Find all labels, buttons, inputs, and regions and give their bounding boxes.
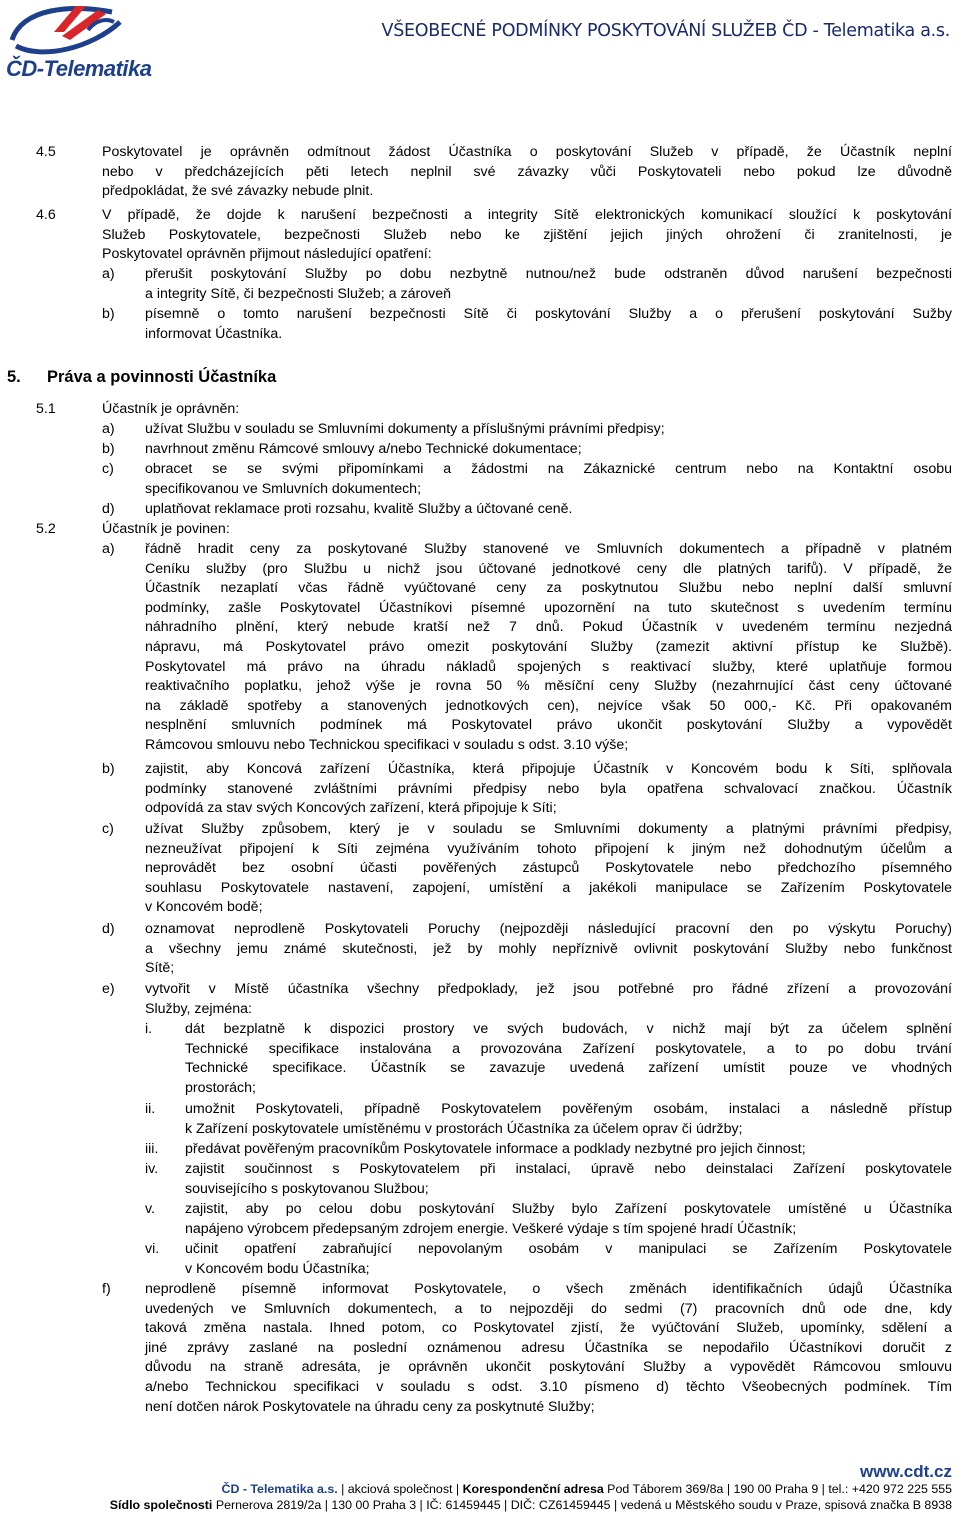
text-line: umožnit Poskytovateli, případně Poskytovatelem pověřeným osobám, instalaci a následně přístup (185, 1101, 952, 1117)
item-label: b) (102, 306, 115, 322)
text-line: Ceníku služby (pro Službu u nichž jsou účtované jednotkové ceny dle platných tarifů). V případě, že (145, 560, 952, 577)
text-line: nebo v předcházejících pěti letech neplnil své závazky vůči Poskytovateli nebo pokud lze důvodně (102, 163, 952, 180)
text-line: zajistit, aby po celou dobu poskytování Služby bylo Zařízení poskytovatele umístěné u Účastníka (185, 1201, 952, 1217)
item-text (145, 1280, 952, 1417)
item-label: iii. (145, 1141, 159, 1157)
text-line: předpokládat, že své závazky nebude plnit. (102, 183, 374, 200)
text-line: Služeb Poskytovatele, bezpečnosti Služeb nebo ke zjištění jejich jiných ohrožení či zranitelnosti, je (102, 226, 952, 243)
logo-text: ČD-Telematika (6, 56, 152, 81)
text-line: užívat Službu v souladu se Smluvními dokumenty a příslušnými právními předpisy; (145, 421, 665, 437)
text-line: zajistit, aby Koncová zařízení Účastníka, která připojuje Účastník v Koncovém bodu k Síti, splňovala (145, 761, 952, 777)
text-line: nezneužívat připojení k Síti zejména využíváním tohoto připojení k jiným než dohodnutým účelům a (145, 840, 952, 857)
text-line: neprovádět bez osobní účasti pověřených zástupců Poskytovatele nebo předchozího písemného (145, 860, 952, 877)
text-line: uplatňovat reklamace proti rozsahu, kvalitě Služby a účtované ceně. (145, 501, 573, 517)
item-label: v. (145, 1201, 155, 1217)
text-line: předávat pověřeným pracovníkům Poskytovatele informace a podklady nezbytné pro jejich činnost; (185, 1141, 806, 1157)
text-line: informovat Účastníka. (145, 325, 283, 342)
text-line: odpovídá za stav svých Koncových zařízení, která připojuje k Síti; (145, 800, 557, 817)
footer-seat-label: Sídlo společnosti (109, 1498, 213, 1512)
text-line: jiné zprávy zaslané na poslední oznámenou adresu Účastníka se nepodařilo Účastníkovi doručit z (145, 1339, 952, 1356)
footer-company-type: akciová společnost (347, 1482, 456, 1496)
footer-ic: IČ: 61459445 (422, 1498, 505, 1512)
text-line: náhradního plnění, který nebude kratší než 7 dnů. Pokud Účastník v uvedeném termínu nezjedná (145, 619, 952, 636)
footer-corr-city: 190 00 Praha 9 (730, 1482, 822, 1496)
section-number: 5. (7, 368, 21, 386)
item-label: c) (102, 461, 114, 477)
text-line: Sítě; (145, 960, 175, 977)
text-line: není dotčen nárok Poskytovatele na úhradu ceny za poskytnuté Služby; (145, 1398, 595, 1415)
item-text (145, 820, 952, 918)
clause-number: 5.2 (36, 521, 56, 537)
item-label: d) (102, 921, 115, 937)
text-line: k Zařízení poskytovatele umístěnému v prostorách Účastníka za účelem oprav či údržby; (185, 1120, 743, 1137)
item-label: a) (102, 541, 115, 557)
company-logo (2, 2, 152, 80)
text-line: obracet se se svými připomínkami a žádostmi na Zákaznické centrum nebo na Kontaktní osobu (145, 461, 952, 477)
text-line: souhlasu Poskytovatele nastavení, zapojení, umístění a jakékoli manipulace se Zařízením Poskytovatele (145, 879, 952, 896)
item-text (145, 760, 952, 819)
item-label: f) (102, 1281, 111, 1297)
footer-seat-city: 130 00 Praha 3 (327, 1498, 420, 1512)
page-header (0, 0, 960, 80)
text-line: navrhnout změnu Rámcové smlouvy a/nebo Technické dokumentace; (145, 441, 582, 457)
item-text (185, 1200, 952, 1239)
text-line: souvisejícího s poskytovanou Službou; (185, 1180, 429, 1197)
website-link[interactable]: www.cdt.cz (860, 1462, 952, 1481)
text-line: Poskytovatel má právo na úhradu nákladů spojených s reaktivací služby, které uplatňuje formou (145, 658, 952, 675)
item-text (145, 500, 952, 520)
text-line: na základě spotřeby a stanovených jednotkových cen), nejvíce však 50 000,- Kč. Při opakovaném (145, 697, 952, 714)
text-line: prostorách; (185, 1079, 256, 1096)
text-line: Účastník je povinen: (102, 521, 230, 537)
clause-text (102, 520, 952, 540)
item-text (185, 1160, 952, 1199)
item-text (145, 460, 952, 499)
text-line: v Koncovém bodu Účastníka; (185, 1260, 370, 1277)
text-line: dát bezplatně k dispozici prostory ve svých budovách, v nichž mají být za účelem splnění (185, 1021, 952, 1037)
item-text (145, 440, 952, 460)
text-line: Technické specifikace. Účastník se zavazuje uvedená zařízení umístit pouze ve vhodných (185, 1060, 952, 1077)
item-text (185, 1100, 952, 1139)
logo-mark-icon (2, 2, 152, 62)
item-text (145, 540, 952, 756)
item-text (185, 1140, 952, 1160)
item-label: iv. (145, 1161, 159, 1177)
section-title: Práva a povinnosti Účastníka (47, 368, 277, 386)
item-text (185, 1020, 952, 1098)
text-line: napájeno výrobcem předepsaným zdrojem energie. Veškeré výdaje s tím spojené hradí Účastník; (185, 1220, 797, 1237)
clause-text (102, 143, 952, 202)
footer-seat-address: Pernerova 2819/2a (212, 1498, 325, 1512)
text-line: písemně o tomto narušení bezpečnosti Sítě či poskytování Služby a o přerušení poskytování Sužby (145, 306, 952, 322)
item-label: b) (102, 441, 115, 457)
item-text (185, 1240, 952, 1279)
text-line: uvedených ve Smluvních dokumentech, a to nejpozději do sedmi (7) pracovních dnů ode dne, kdy (145, 1300, 952, 1317)
text-line: Služby, zejména: (145, 1000, 252, 1017)
text-line: Účastník je oprávněn: (102, 401, 240, 417)
text-line: oznamovat neprodleně Poskytovateli Poruchy (nejpozději následující pracovní den po výskytu Poruchy) (145, 921, 952, 937)
clause-text (102, 206, 952, 265)
item-label: b) (102, 761, 115, 777)
text-line: nesplnění smluvních podmínek má Poskytovatel právo ukončit poskytování Služby a vypovědět (145, 717, 952, 734)
item-label: vi. (145, 1241, 160, 1257)
item-text (145, 420, 952, 440)
text-line: taková změna nastala. Ihned potom, co Poskytovatel zjistí, že vyúčtování Služeb, upomínky, sdělení a (145, 1320, 952, 1337)
text-line: a/nebo Technickou specifikaci v souladu s odst. 3.10 písmeno d) těchto Všeobecných podmínek. Tím (145, 1378, 952, 1395)
text-line: reaktivačního poplatku, jehož výše je rovna 50 % měsíční ceny Služby (nezahrnující část ceny účtované (145, 678, 952, 695)
text-line: užívat Služby způsobem, který je v souladu se Smluvními dokumenty a platnými právními předpisy, (145, 821, 952, 837)
text-line: důvodu na straně adresáta, je oprávněn ukončit poskytování Služby a vypovědět Rámcovou smlouvu (145, 1359, 952, 1376)
item-text (145, 980, 952, 1019)
text-line: neprodleně písemně informovat Poskytovatele, o všech změnách identifikačních údajů Účastníka (145, 1281, 952, 1297)
text-line: a všechny jemu známé skutečnosti, jež by mohly nepříznivě ovlivnit poskytování Služby nebo funkčnost (145, 940, 952, 957)
clause-number: 4.5 (36, 144, 56, 160)
footer-dic: DIČ: CZ61459445 (507, 1498, 615, 1512)
text-line: Účastník nezaplatí včas řádně vyúčtované ceny za poskytnutou Službu nebo neplní další smluvní (145, 580, 952, 597)
text-line: a integrity Sítě, či bezpečnosti Služeb; a zároveň (145, 285, 451, 302)
text-line: Rámcovou smlouvu nebo Technickou specifikaci v souladu s odst. 3.10 výše; (145, 736, 629, 753)
footer-seat-line: Sídlo společnosti Pernerova 2819/2a | 130 00 Praha 3 | IČ: 61459445 | DIČ: CZ61459445 | vedená u Městského soudu v Praze, spisová značka B 8938 (109, 1498, 952, 1512)
footer-phone: tel.: +420 972 225 555 (824, 1482, 952, 1496)
text-line: přerušit poskytování Služby po dobu nezbytně nutnou/než bude odstraněn důvod narušení bezpečnosti (145, 266, 952, 282)
text-line: Poskytovatel je oprávněn odmítnout žádost Účastníka o poskytování Služeb v případě, že Účastník neplní (102, 144, 952, 160)
clause-text (102, 400, 952, 420)
item-text (145, 920, 952, 979)
footer-corr-label: Korespondenční adresa (462, 1482, 604, 1496)
text-line: specifikovanou ve Smluvních dokumentech; (145, 480, 422, 497)
text-line: v Koncovém bodě; (145, 899, 263, 916)
text-line: podmínky stanovené zvláštními právními předpisy nebo byla opatřena schvalovací značkou. Účastník (145, 780, 952, 797)
item-text (145, 265, 952, 304)
footer-contact-line: ČD - Telematika a.s. | akciová společnost | Korespondenční adresa Pod Táborem 369/8a | 190 00 Praha 9 | tel.: +420 972 225 555 (221, 1482, 952, 1496)
item-text (145, 305, 952, 344)
item-label: i. (145, 1021, 153, 1037)
item-label: c) (102, 821, 114, 837)
item-label: d) (102, 501, 115, 517)
text-line: Technické specifikace instalována a provozována Zařízení poskytovatele, a to po dobu trvání (185, 1040, 952, 1057)
text-line: V případě, že dojde k narušení bezpečnosti a integrity Sítě elektronických komunikací sloužící k poskytování (102, 207, 952, 223)
item-label: a) (102, 266, 115, 282)
footer-corr-address: Pod Táborem 369/8a (603, 1482, 727, 1496)
text-line: podmínky, zašle Poskytovatel Účastníkovi písemné upozornění na tuto skutečnost s uvedením termínu (145, 599, 952, 616)
footer-company: ČD - Telematika a.s. (221, 1482, 338, 1496)
clause-number: 5.1 (36, 401, 56, 417)
text-line: řádně hradit ceny za poskytované Služby stanovené ve Smluvních dokumentech a případně v platném (145, 541, 952, 557)
item-label: ii. (145, 1101, 156, 1117)
clause-number: 4.6 (36, 207, 56, 223)
text-line: zajistit součinnost s Poskytovatelem při instalaci, úpravě nebo deinstalaci Zařízení poskytovatele (185, 1161, 952, 1177)
text-line: učinit opatření zabraňující nepovolaným osobám v manipulaci se Zařízením Poskytovatele (185, 1241, 952, 1257)
document-title: VŠEOBECNÉ PODMÍNKY POSKYTOVÁNÍ SLUŽEB ČD - Telematika a.s. (381, 21, 950, 41)
text-line: vytvořit v Místě účastníka všechny předpoklady, jež jsou potřebné pro řádné zřízení a provozování (145, 981, 952, 997)
item-label: e) (102, 981, 115, 997)
text-line: nápravu, má Poskytovatel právo omezit poskytování Služby (zamezit aktivní přístup ke Službě). (145, 638, 952, 655)
footer-registry: vedená u Městského soudu v Praze, spisová značka B 8938 (617, 1498, 952, 1512)
item-label: a) (102, 421, 115, 437)
text-line: Poskytovatel oprávněn přijmout následující opatření: (102, 246, 432, 263)
